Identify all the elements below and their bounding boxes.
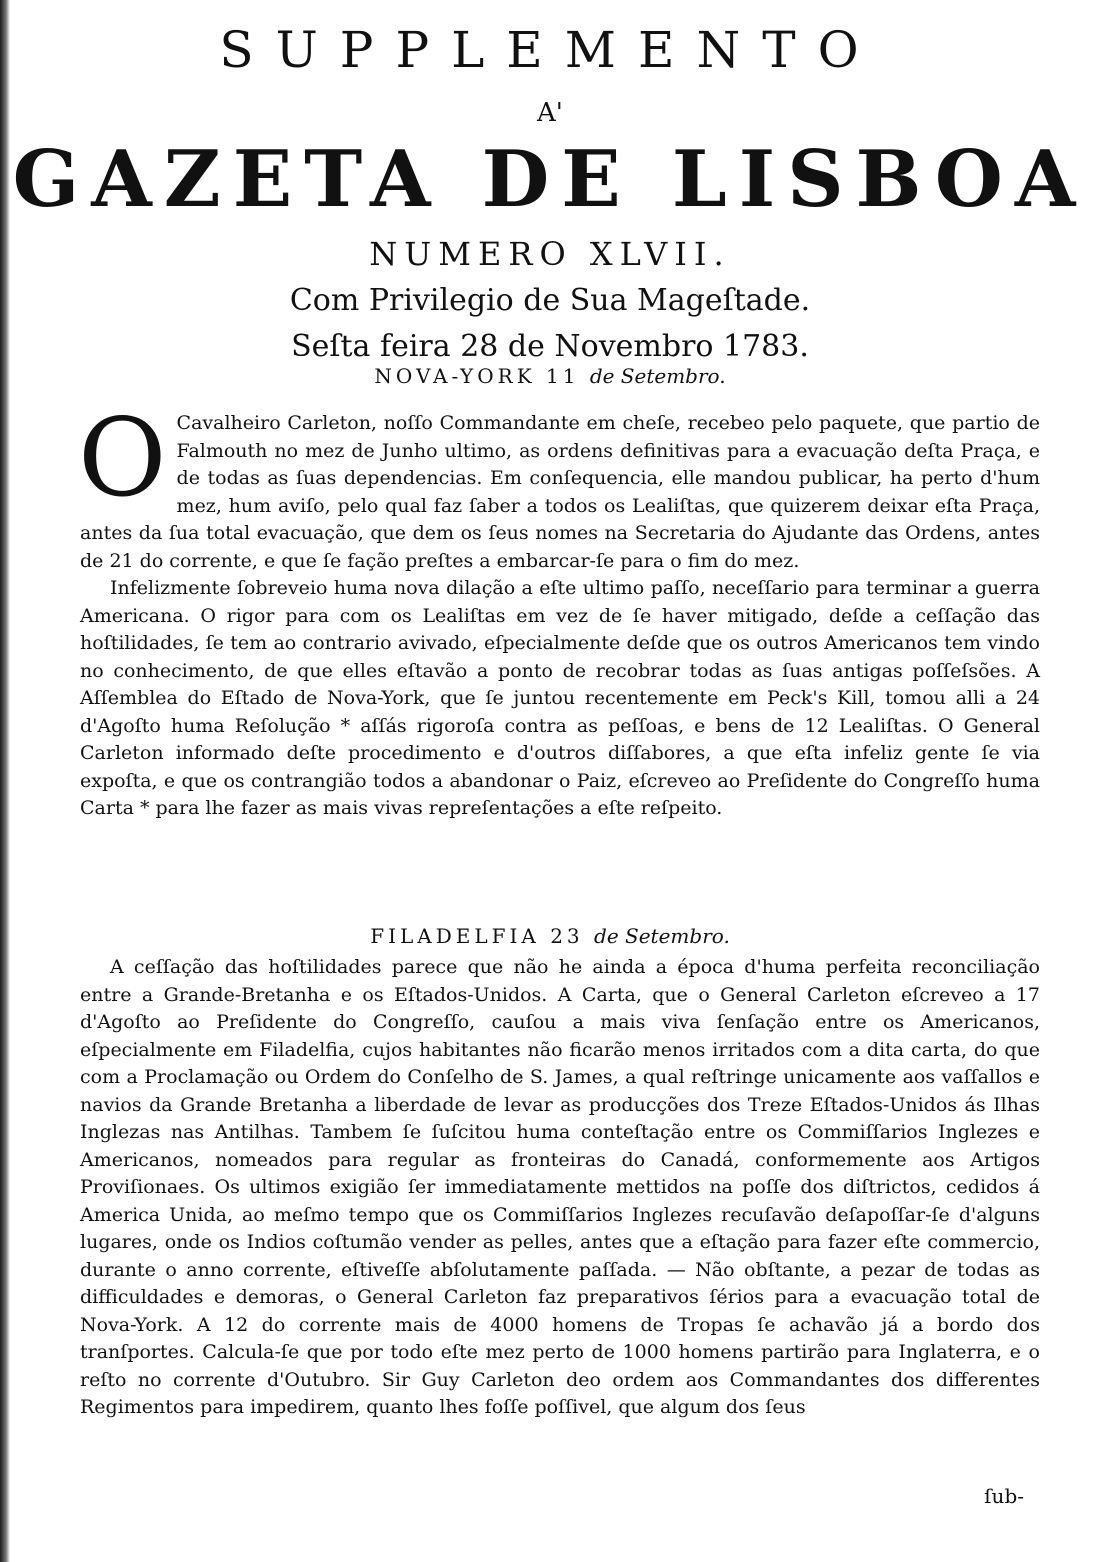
supplement-title: SUPPLEMENTO xyxy=(219,21,881,79)
issue-date: Seſta feira 28 de Novembro 1783. xyxy=(291,329,809,364)
privilege-line: Com Privilegio de Sua Mageſtade. xyxy=(289,283,811,318)
dateline-place: NOVA-YORK 11 xyxy=(374,364,580,388)
dateline-place: FILADELFIA 23 xyxy=(370,924,584,948)
masthead xyxy=(0,18,1100,368)
gazette-title: GAZETA DE LISBOA xyxy=(12,134,1088,225)
catchword: ſub- xyxy=(984,1484,1024,1508)
issue-number: NUMERO XLVII. xyxy=(369,235,731,273)
article-paragraph: Infelizmente ſobreveio huma nova dilação a eſte ultimo paſſo, neceſſario para terminar a guerra Americana. O rigor para com os Lealiſtas em vez de ſe haver mitigado, deſde a ceſſação das hoſtilidades, ſe tem ao contrario avivado, eſpecialmente deſde que os outros Americanos tem vindo no conhecimento, de que elles eſtavão a ponto de recobrar todas as ſuas antigas poſſeſsões. A Aſſemblea do Eſtado de Nova-York, que ſe juntou recentemente em Peck's Kill, tomou alli a 24 d'Agoſto huma Reſolução * aſſás rigoroſa contra as peſſoas, e bens de 12 Lealiſtas. O General Carleton informado deſte procedimento e d'outros diſſabores, a que eſta infeliz gente ſe via expoſta, e que os contrangião todos a abandonar o Paiz, eſcreveo ao Preſidente do Congreſſo huma Carta * para lhe fazer as mais vivas repreſentações a eſte reſpeito. xyxy=(80,577,1040,819)
drop-cap: O xyxy=(78,396,167,521)
dateline-new-york xyxy=(0,364,1100,388)
article-paragraph: A ceſſação das hoſtilidades parece que não he ainda a época d'huma perfeita reconciliação entre a Grande-Bretanha e os Eſtados-Unidos. A Carta, que o General Carleton eſcreveo a 17 d'Agoſto ao Preſidente do Congreſſo, cauſou a mais viva ſenſação entre os Americanos, eſpecialmente em Filadelfia, cujos habitantes não ficarão menos irritados com a dita carta, do que com a Proclamação ou Ordem do Conſelho de S. James, a qual reſtringe unicamente aos vaſſallos e navios da Grande Bretanha a liberdade de levar as producções dos Treze Eſtados-Unidos ás Ilhas Inglezas nas Antilhas. Tambem ſe ſuſcitou huma conteſtação entre os Commiſſarios Inglezes e Americanos, nomeados para regular as fronteiras do Canadá, conformemente aos Artigos Proviſionaes. Os ultimos exigião ſer immediatamente mettidos na poſſe dos diſtrictos, cedidos á America Unida, ao meſmo tempo que os Commiſſarios Inglezes recuſavão deſapoſſar-ſe d'alguns lugares, onde os Indios coſtumão vender as pelles, antes que a eſtação para fazer eſte commercio, durante o anno corrente, eſtiveſſe abſolutamente paſſada. — Não obſtante, a pezar de todas as difficuldades e demoras, o General Carleton faz preparativos ſérios para a evacuação total de Nova-York. A 12 do corrente mais de 4000 homens de Tropas ſe achavão já a bordo dos tranſportes. Calcula-ſe que por todo eſte mez perto de 1000 homens partirão para Inglaterra, e o reſto no corrente d'Outubro. Sir Guy Carleton deo ordem aos Commandantes dos differentes Regimentos para impedirem, quanto lhes foſſe poſſivel, que algum dos ſeus xyxy=(80,956,1040,1418)
dateline-date: de Setembro. xyxy=(589,364,726,388)
dateline-filadelfia xyxy=(0,924,1100,948)
article-new-york xyxy=(78,396,1040,823)
article-filadelfia xyxy=(80,954,1040,1422)
dateline-date: de Setembro. xyxy=(594,924,730,948)
article-paragraph: Cavalheiro Carleton, noſſo Commandante em cheſe, recebeo pelo paquete, que partio de Falmouth no mez de Junho ultimo, as ordens definitivas para a evacuação deſta Praça, e de todas as ſuas dependencias. Em conſequencia, elle mandou publicar, ha perto d'hum mez, hum aviſo, pelo qual faz ſaber a todos os Lealiſtas, que quizerem deixar eſta Praça, antes da ſua total evacuação, que dem os ſeus nomes na Secretaria do Ajudante das Ordens, antes de 21 do corrente, e que ſe fação preſtes a embarcar-ſe para o fim do mez. xyxy=(80,412,1040,572)
title-preposition: A' xyxy=(537,98,563,128)
